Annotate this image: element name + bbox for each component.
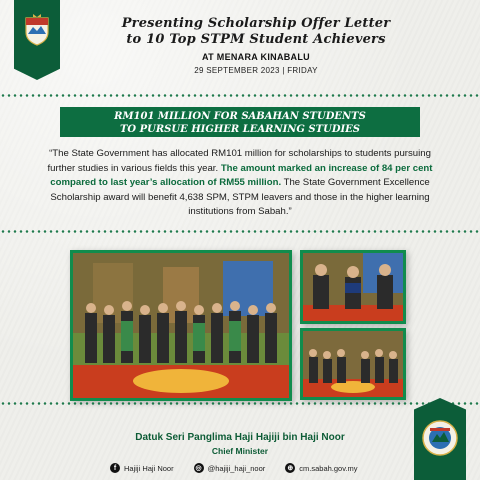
social-instagram-label: @hajiji_haji_noor <box>207 463 266 473</box>
state-seal-icon <box>422 420 458 456</box>
globe-icon: ⊕ <box>285 463 295 473</box>
instagram-icon: ◎ <box>195 465 202 472</box>
facebook-icon: f <box>110 463 120 473</box>
quote-highlight: The amount marked an increase of 84 per cent compared to last year’s allocation of RM55 million. <box>50 162 433 188</box>
quote-part2: The State Government Excellence Scholarship award will benefit 4,638 SPM, STPM leavers and those in the higher learning institutions from Sabah.” <box>50 177 430 217</box>
header-date: 29 SEPTEMBER 2023 | FRIDAY <box>194 66 318 75</box>
social-website-label: cm.sabah.gov.my <box>299 463 358 473</box>
social-facebook-label: Hajiji Haji Noor <box>124 463 174 473</box>
dotted-divider-mid <box>0 230 480 233</box>
headline-banner <box>60 107 420 137</box>
quote-part1: “The State Government has allocated RM101 million for scholarships to students pursuing further studies in various fields this year. <box>47 148 431 174</box>
audience-photo <box>300 328 406 400</box>
quote-text <box>40 147 440 220</box>
social-links <box>110 462 400 474</box>
header-venue: AT MENARA KINABALU <box>202 52 310 62</box>
social-facebook[interactable] <box>110 463 174 473</box>
group-photo <box>70 250 292 401</box>
banner-line1: RM101 MILLION FOR SABAHAN STUDENTS <box>114 111 366 122</box>
header-title-line2: to 10 Top STPM Student Achievers <box>126 32 386 47</box>
signature-name: Datuk Seri Panglima Haji Hajiji bin Haji Noor <box>135 432 345 443</box>
dotted-divider <box>0 94 480 97</box>
banner-line2: TO PURSUE HIGHER LEARNING STUDIES <box>119 124 361 135</box>
sabah-crest-icon <box>23 12 51 46</box>
signature-role: Chief Minister <box>211 446 269 456</box>
dotted-divider-bottom <box>0 402 480 405</box>
social-website[interactable] <box>285 463 357 473</box>
handover-photo <box>300 250 406 324</box>
social-instagram[interactable] <box>194 463 266 473</box>
header-title-line1: Presenting Scholarship Offer Letter <box>121 16 391 31</box>
top-ribbon <box>14 0 60 80</box>
bottom-ribbon <box>414 398 466 480</box>
